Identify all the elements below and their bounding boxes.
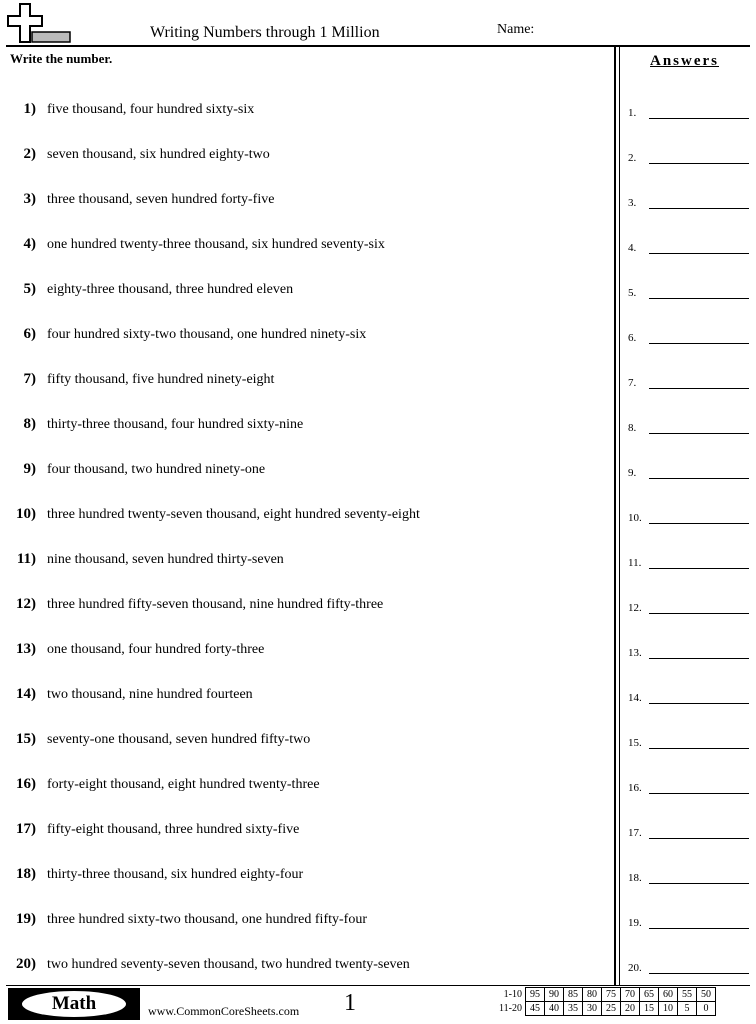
score-cell: 90 <box>545 988 564 1002</box>
answer-line[interactable] <box>649 703 749 704</box>
question-number: 4) <box>23 236 36 252</box>
question-item <box>0 731 610 755</box>
answer-slot[interactable] <box>622 823 752 847</box>
question-item <box>0 326 610 350</box>
score-cell: 50 <box>697 988 716 1002</box>
answer-number: 1. <box>628 107 637 119</box>
answer-line[interactable] <box>649 433 749 434</box>
question-text: three thousand, seven hundred forty-five <box>47 192 275 207</box>
answer-line[interactable] <box>649 208 749 209</box>
score-cell: 25 <box>602 1002 621 1016</box>
question-item <box>0 101 610 125</box>
score-row <box>494 1002 716 1016</box>
answer-slot[interactable] <box>622 778 752 802</box>
answer-number: 6. <box>628 332 637 344</box>
question-number: 18) <box>16 866 36 882</box>
question-item <box>0 551 610 575</box>
column-separator-inner <box>619 45 620 985</box>
question-text: eighty-three thousand, three hundred eleven <box>47 282 294 297</box>
score-row-label: 1-10 <box>503 989 522 1000</box>
answer-slot[interactable] <box>622 328 752 352</box>
score-cell: 35 <box>564 1002 583 1016</box>
question-text: three hundred twenty-seven thousand, eight hundred seventy-eight <box>47 507 420 522</box>
answer-slot[interactable] <box>622 148 752 172</box>
score-cell: 85 <box>564 988 583 1002</box>
answer-number: 4. <box>628 242 637 254</box>
score-cell: 0 <box>697 1002 716 1016</box>
question-text: fifty-eight thousand, three hundred sixty-five <box>47 822 300 837</box>
score-cell: 20 <box>621 1002 640 1016</box>
question-number: 19) <box>16 911 36 927</box>
score-cell: 75 <box>602 988 621 1002</box>
question-number: 7) <box>23 371 36 387</box>
question-text: three hundred fifty-seven thousand, nine hundred fifty-three <box>47 597 384 612</box>
question-number: 2) <box>23 146 36 162</box>
answer-line[interactable] <box>649 658 749 659</box>
question-item <box>0 236 610 260</box>
answer-number: 17. <box>628 827 642 839</box>
column-separator <box>614 45 616 985</box>
answer-line[interactable] <box>649 613 749 614</box>
answer-number: 15. <box>628 737 642 749</box>
question-text: two hundred seventy-seven thousand, two hundred twenty-seven <box>47 957 410 972</box>
answer-line[interactable] <box>649 793 749 794</box>
answer-line[interactable] <box>649 478 749 479</box>
math-badge-label: Math <box>22 991 126 1017</box>
question-number: 5) <box>23 281 36 297</box>
answer-line[interactable] <box>649 388 749 389</box>
answer-slot[interactable] <box>622 868 752 892</box>
question-item <box>0 461 610 485</box>
score-cell: 60 <box>659 988 678 1002</box>
question-number: 9) <box>23 461 36 477</box>
question-number: 16) <box>16 776 36 792</box>
answer-slot[interactable] <box>622 553 752 577</box>
answer-number: 16. <box>628 782 642 794</box>
score-cell: 95 <box>526 988 545 1002</box>
score-cell: 10 <box>659 1002 678 1016</box>
question-text: seventy-one thousand, seven hundred fifty-two <box>47 732 311 747</box>
answer-list <box>622 0 752 980</box>
worksheet-title: Writing Numbers through 1 Million <box>150 24 380 41</box>
answer-slot[interactable] <box>622 193 752 217</box>
answer-number: 20. <box>628 962 642 974</box>
question-item <box>0 506 610 530</box>
answer-slot[interactable] <box>622 643 752 667</box>
answer-line[interactable] <box>649 883 749 884</box>
question-text: nine thousand, seven hundred thirty-seven <box>47 552 284 567</box>
answer-number: 5. <box>628 287 637 299</box>
question-item <box>0 911 610 935</box>
answer-number: 12. <box>628 602 642 614</box>
answer-slot[interactable] <box>622 958 752 982</box>
score-table <box>494 987 716 1016</box>
question-text: four hundred sixty-two thousand, one hundred ninety-six <box>47 327 367 342</box>
site-url: www.CommonCoreSheets.com <box>148 1004 300 1018</box>
name-label: Name: <box>497 22 535 37</box>
question-item <box>0 776 610 800</box>
question-number: 20) <box>16 956 36 972</box>
question-number: 6) <box>23 326 36 342</box>
question-text: seven thousand, six hundred eighty-two <box>47 147 270 162</box>
score-row <box>494 988 716 1002</box>
score-cell: 65 <box>640 988 659 1002</box>
answer-number: 18. <box>628 872 642 884</box>
answer-number: 7. <box>628 377 637 389</box>
answer-line[interactable] <box>649 343 749 344</box>
answer-slot[interactable] <box>622 508 752 532</box>
question-item <box>0 956 610 980</box>
question-text: five thousand, four hundred sixty-six <box>47 102 255 117</box>
answer-line[interactable] <box>649 838 749 839</box>
math-badge <box>8 988 140 1020</box>
answer-number: 10. <box>628 512 642 524</box>
question-item <box>0 371 610 395</box>
score-row-label: 11-20 <box>499 1003 522 1014</box>
question-number: 14) <box>16 686 36 702</box>
score-cell: 30 <box>583 1002 602 1016</box>
question-item <box>0 191 610 215</box>
answer-line[interactable] <box>649 163 749 164</box>
question-number: 1) <box>23 101 36 117</box>
answer-slot[interactable] <box>622 373 752 397</box>
question-number: 8) <box>23 416 36 432</box>
question-text: one thousand, four hundred forty-three <box>47 642 265 657</box>
question-item <box>0 866 610 890</box>
answer-line[interactable] <box>649 523 749 524</box>
answer-number: 19. <box>628 917 642 929</box>
answer-number: 9. <box>628 467 637 479</box>
question-number: 10) <box>16 506 36 522</box>
question-item <box>0 686 610 710</box>
answer-slot[interactable] <box>622 913 752 937</box>
question-item <box>0 641 610 665</box>
question-number: 13) <box>16 641 36 657</box>
question-item <box>0 416 610 440</box>
page-number: 1 <box>344 990 356 1016</box>
score-cell: 40 <box>545 1002 564 1016</box>
answer-number: 13. <box>628 647 642 659</box>
footer-divider <box>6 985 750 986</box>
question-text: thirty-three thousand, six hundred eighty-four <box>47 867 304 882</box>
answer-number: 14. <box>628 692 642 704</box>
question-item <box>0 821 610 845</box>
answer-number: 11. <box>628 557 642 569</box>
score-cell: 15 <box>640 1002 659 1016</box>
question-number: 15) <box>16 731 36 747</box>
question-number: 17) <box>16 821 36 837</box>
score-cell: 45 <box>526 1002 545 1016</box>
answer-line[interactable] <box>649 928 749 929</box>
question-number: 12) <box>16 596 36 612</box>
answer-line[interactable] <box>649 748 749 749</box>
question-item <box>0 596 610 620</box>
answer-line[interactable] <box>649 298 749 299</box>
question-text: three hundred sixty-two thousand, one hundred fifty-four <box>47 912 367 927</box>
answer-slot[interactable] <box>622 598 752 622</box>
question-text: two thousand, nine hundred fourteen <box>47 687 253 702</box>
answer-slot[interactable] <box>622 283 752 307</box>
answer-slot[interactable] <box>622 733 752 757</box>
answer-slot[interactable] <box>622 238 752 262</box>
score-cell: 55 <box>678 988 697 1002</box>
question-item <box>0 281 610 305</box>
question-text: forty-eight thousand, eight hundred twenty-three <box>47 777 320 792</box>
answer-slot[interactable] <box>622 418 752 442</box>
answer-line[interactable] <box>649 253 749 254</box>
score-cell: 70 <box>621 988 640 1002</box>
answer-line[interactable] <box>649 118 749 119</box>
question-text: one hundred twenty-three thousand, six hundred seventy-six <box>47 237 385 252</box>
answer-number: 3. <box>628 197 637 209</box>
answers-heading: Answers <box>650 53 719 69</box>
instructions: Write the number. <box>10 51 113 66</box>
question-item <box>0 146 610 170</box>
question-number: 3) <box>23 191 36 207</box>
question-text: fifty thousand, five hundred ninety-eight <box>47 372 275 387</box>
answer-slot[interactable] <box>622 103 752 127</box>
answer-line[interactable] <box>649 973 749 974</box>
answer-line[interactable] <box>649 568 749 569</box>
question-text: four thousand, two hundred ninety-one <box>47 462 266 477</box>
answer-number: 2. <box>628 152 637 164</box>
question-number: 11) <box>16 551 36 567</box>
question-text: thirty-three thousand, four hundred sixty-nine <box>47 417 304 432</box>
answer-slot[interactable] <box>622 688 752 712</box>
answer-number: 8. <box>628 422 637 434</box>
score-cell: 5 <box>678 1002 697 1016</box>
score-cell: 80 <box>583 988 602 1002</box>
answer-slot[interactable] <box>622 463 752 487</box>
